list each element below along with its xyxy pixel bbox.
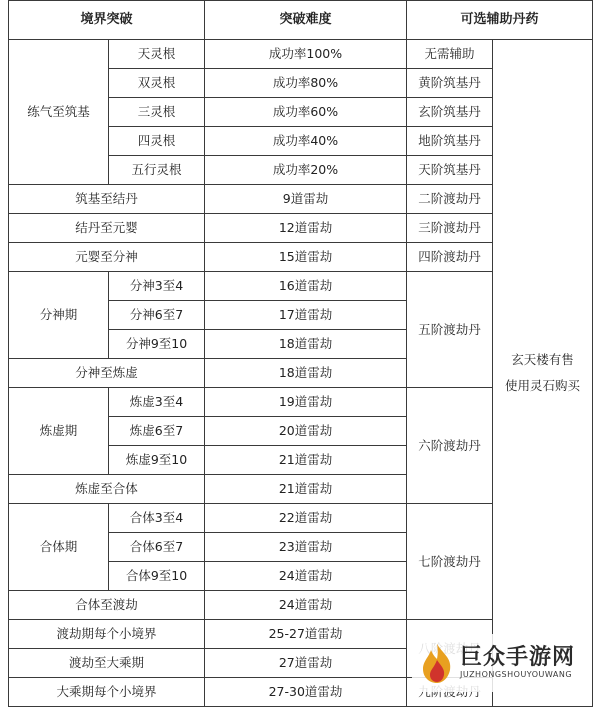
sub-realm-cell: 三灵根: [109, 98, 205, 127]
watermark-subtitle: JUZHONGSHOUYOUWANG: [460, 670, 573, 679]
item-cell: 黄阶筑基丹: [407, 69, 493, 98]
item-cell: 七阶渡劫丹: [407, 504, 493, 620]
sub-realm-cell: 分神6至7: [109, 301, 205, 330]
realm-cell: 分神期: [9, 272, 109, 359]
difficulty-cell: 27-30道雷劫: [205, 678, 407, 707]
difficulty-cell: 23道雷劫: [205, 533, 407, 562]
item-cell: 三阶渡劫丹: [407, 214, 493, 243]
watermark-title: 巨众手游网: [460, 645, 576, 670]
realm-cell: 分神至炼虚: [9, 359, 205, 388]
difficulty-cell: 9道雷劫: [205, 185, 407, 214]
realm-cell: 元婴至分神: [9, 243, 205, 272]
header-realm: 境界突破: [9, 1, 205, 40]
difficulty-cell: 18道雷劫: [205, 330, 407, 359]
table-header-row: [9, 1, 593, 40]
difficulty-cell: 成功率100%: [205, 40, 407, 69]
difficulty-cell: 24道雷劫: [205, 591, 407, 620]
difficulty-cell: 18道雷劫: [205, 359, 407, 388]
realm-cell: 筑基至结丹: [9, 185, 205, 214]
difficulty-cell: 12道雷劫: [205, 214, 407, 243]
sub-realm-cell: 分神9至10: [109, 330, 205, 359]
sub-realm-cell: 分神3至4: [109, 272, 205, 301]
difficulty-cell: 16道雷劫: [205, 272, 407, 301]
realm-cell: 合体至渡劫: [9, 591, 205, 620]
item-cell: 地阶筑基丹: [407, 127, 493, 156]
item-cell: 玄阶筑基丹: [407, 98, 493, 127]
item-cell: 无需辅助: [407, 40, 493, 69]
difficulty-cell: 21道雷劫: [205, 475, 407, 504]
difficulty-cell: 27道雷劫: [205, 649, 407, 678]
item-cell: 二阶渡劫丹: [407, 185, 493, 214]
difficulty-cell: 17道雷劫: [205, 301, 407, 330]
header-difficulty: 突破难度: [205, 1, 407, 40]
breakthrough-table: [8, 0, 593, 707]
realm-cell: 渡劫期每个小境界: [9, 620, 205, 649]
realm-cell: 结丹至元婴: [9, 214, 205, 243]
sub-realm-cell: 天灵根: [109, 40, 205, 69]
sub-realm-cell: 合体3至4: [109, 504, 205, 533]
purchase-note-line1: 玄天楼有售: [511, 352, 574, 367]
difficulty-cell: 21道雷劫: [205, 446, 407, 475]
item-cell: 六阶渡劫丹: [407, 388, 493, 504]
purchase-note-line2: 使用灵石购买: [505, 378, 581, 393]
sub-realm-cell: 炼虚9至10: [109, 446, 205, 475]
sub-realm-cell: 双灵根: [109, 69, 205, 98]
purchase-note-cell: [493, 40, 593, 707]
realm-cell: 炼虚至合体: [9, 475, 205, 504]
realm-cell: 合体期: [9, 504, 109, 591]
realm-cell: 练气至筑基: [9, 40, 109, 185]
difficulty-cell: 成功率20%: [205, 156, 407, 185]
sub-realm-cell: 合体6至7: [109, 533, 205, 562]
difficulty-cell: 19道雷劫: [205, 388, 407, 417]
difficulty-cell: 15道雷劫: [205, 243, 407, 272]
sub-realm-cell: 五行灵根: [109, 156, 205, 185]
item-cell: 五阶渡劫丹: [407, 272, 493, 388]
sub-realm-cell: 炼虚6至7: [109, 417, 205, 446]
difficulty-cell: 成功率60%: [205, 98, 407, 127]
difficulty-cell: 25-27道雷劫: [205, 620, 407, 649]
difficulty-cell: 20道雷劫: [205, 417, 407, 446]
item-cell: 天阶筑基丹: [407, 156, 493, 185]
sub-realm-cell: 合体9至10: [109, 562, 205, 591]
realm-cell: 渡劫至大乘期: [9, 649, 205, 678]
header-items: 可选辅助丹药: [407, 1, 593, 40]
flame-logo-icon: [418, 642, 456, 684]
table-row: [9, 40, 593, 69]
difficulty-cell: 成功率80%: [205, 69, 407, 98]
realm-cell: 炼虚期: [9, 388, 109, 475]
difficulty-cell: 24道雷劫: [205, 562, 407, 591]
sub-realm-cell: 四灵根: [109, 127, 205, 156]
site-watermark: [412, 634, 592, 692]
sub-realm-cell: 炼虚3至4: [109, 388, 205, 417]
realm-cell: 大乘期每个小境界: [9, 678, 205, 707]
difficulty-cell: 成功率40%: [205, 127, 407, 156]
item-cell: 四阶渡劫丹: [407, 243, 493, 272]
difficulty-cell: 22道雷劫: [205, 504, 407, 533]
